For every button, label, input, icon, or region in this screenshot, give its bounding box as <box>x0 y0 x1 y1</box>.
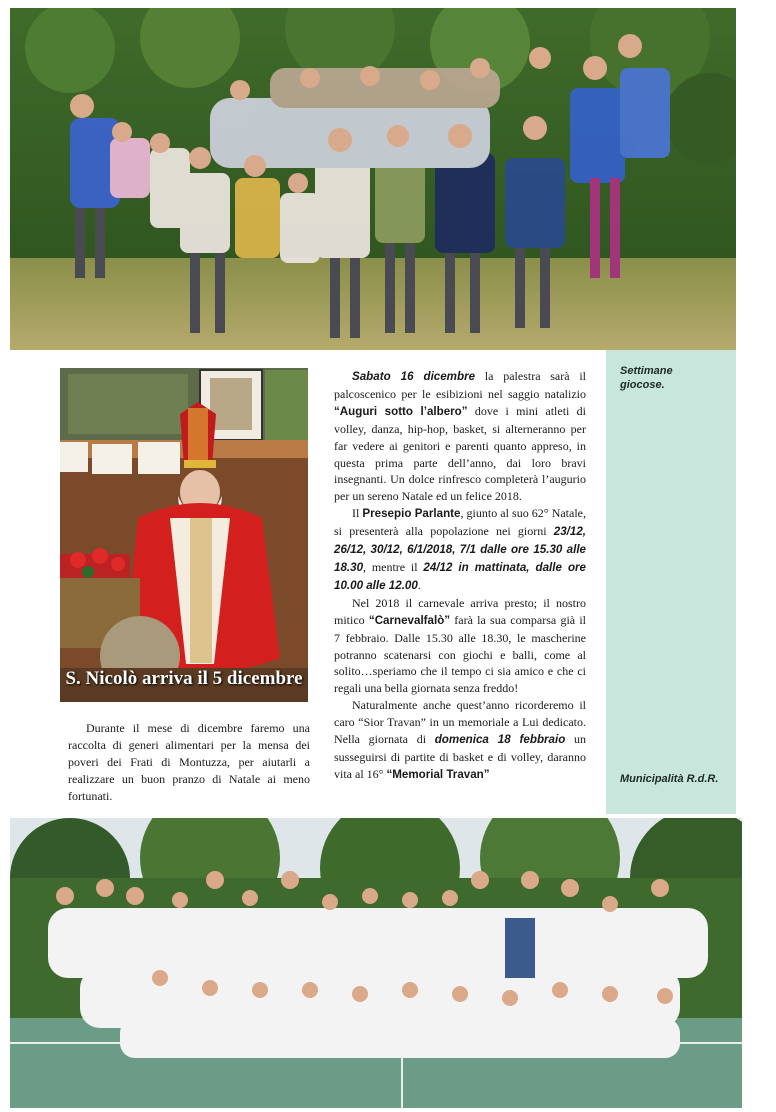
text-run: Il <box>352 506 363 521</box>
event-morning: 24/12 in mattinata, dalle ore 10.00 alle 12.00 <box>334 560 586 592</box>
paragraph-auguri <box>334 368 586 505</box>
section-label-settimane: Settimane giocose. <box>620 365 673 391</box>
paragraph-carnevale <box>334 595 586 697</box>
san-nicolo-photo <box>60 368 308 702</box>
text-run: , giunto al suo 62° Natale, si presenterà alla popolazione nei giorni <box>334 506 587 539</box>
event-dates: 23/12, 26/12, 30/12, 6/1/2018, 7/1 dalle ore 15.30 alle 18.30 <box>334 525 586 574</box>
text-run: farà la sua comparsa già il 7 febbraio. Dalle 15.30 alle 18.30, le mascherine potranno scatenarsi con giochi e balli, come al solito…speriamo che il tempo ci sia amico e che ci regali una bella giornata senza freddo! <box>334 612 586 696</box>
event-title: “Auguri sotto l’albero” <box>334 404 468 418</box>
event-date: Sabato 16 dicembre <box>352 370 476 383</box>
sidebar-strip <box>606 350 736 814</box>
text-run: un susseguirsi di partite di basket e di volley, daranno vita al 16° <box>334 732 586 781</box>
text-run: Nel 2018 il carnevale arriva presto; il nostro mitico <box>334 595 586 627</box>
food-collection-paragraph: Durante il mese di dicembre faremo una raccolta di generi alimentari per la mensa dei poveri dei Frati di Montuzza, per aiutarli a realizzare un buon pranzo di Natale ai meno fortunati. <box>68 721 310 803</box>
event-title: “Carnevalfalò” <box>368 613 451 627</box>
text-run: la palestra sarà il palcoscenico per le esibizioni nel saggio natalizio <box>334 369 586 401</box>
paragraph-memorial <box>334 697 586 784</box>
text-run: . <box>417 577 421 592</box>
photo-caption: S. Nicolò arriva il 5 dicembre <box>65 668 303 689</box>
paragraph-presepio <box>334 505 586 595</box>
text-run: dove i mini atleti di volley, danza, hip-hop, basket, si alterneranno per far vedere ai genitori e parenti quanto appreso, in questa prima parte dell’anno, dai loro bravi insegnanti. Un dolce rinfresco completerà l’augurio per un sereno Natale ed un felice 2018. <box>334 403 586 504</box>
event-date: domenica 18 febbraio <box>434 733 566 747</box>
text-run: Naturalmente anche quest’anno ricorderemo il caro “Sior Travan” in un memoriale a Lui dedicato. Nella giornata di <box>334 698 586 747</box>
group-photo-garden <box>10 8 736 350</box>
group-photo-court <box>10 818 742 1108</box>
text-run: , mentre il <box>363 559 424 574</box>
event-title: “Memorial Travan” <box>386 767 490 781</box>
events-article <box>334 368 586 784</box>
event-title: Presepio Parlante <box>362 507 461 521</box>
section-label-municipalita: Municipalità R.d.R. <box>620 773 719 785</box>
